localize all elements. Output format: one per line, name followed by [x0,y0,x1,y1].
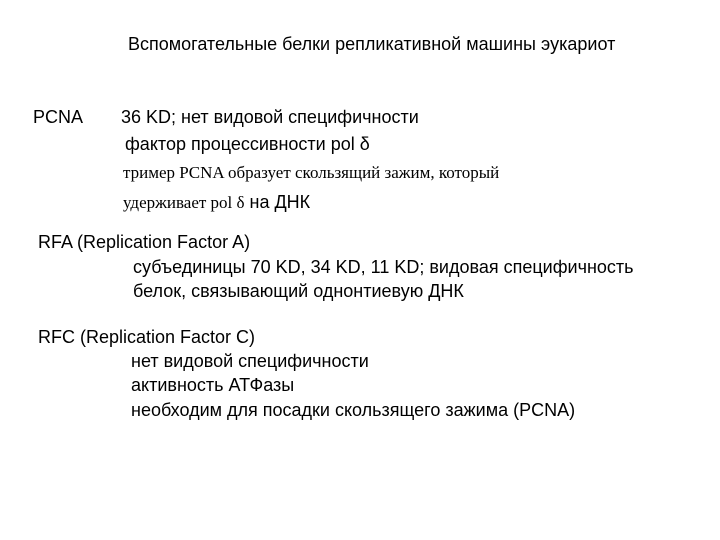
pcna-line-4 [123,191,310,214]
pcna-line-4-sans: на ДНК [244,192,311,212]
pcna-line-1: 36 KD; нет видовой специфичности [121,107,419,127]
rfc-heading: RFC (Replication Factor C) [38,327,256,347]
rfc-line-1: нет видовой специфичности [131,351,369,371]
rfa-line-2: белок, связывающий однонтиевую ДНК [133,281,464,301]
pcna-label: PCNA [33,107,84,127]
rfa-line-1: субъединицы 70 KD, 34 KD, 11 KD; видовая специфичность [133,257,634,277]
pcna-line-2: фактор процессивности pol δ [125,134,370,154]
rfa-heading: RFA (Replication Factor A) [38,232,251,252]
rfc-line-3: необходим для посадки скользящего зажима (PCNA) [131,400,576,420]
slide-title: Вспомогательные белки репликативной машины эукариот [128,34,616,54]
pcna-line-4-serif: удерживает pol δ [123,193,245,212]
rfc-line-2: активность АТФазы [131,375,295,395]
pcna-line-3: тример PCNA образует скользящий зажим, который [123,163,500,182]
